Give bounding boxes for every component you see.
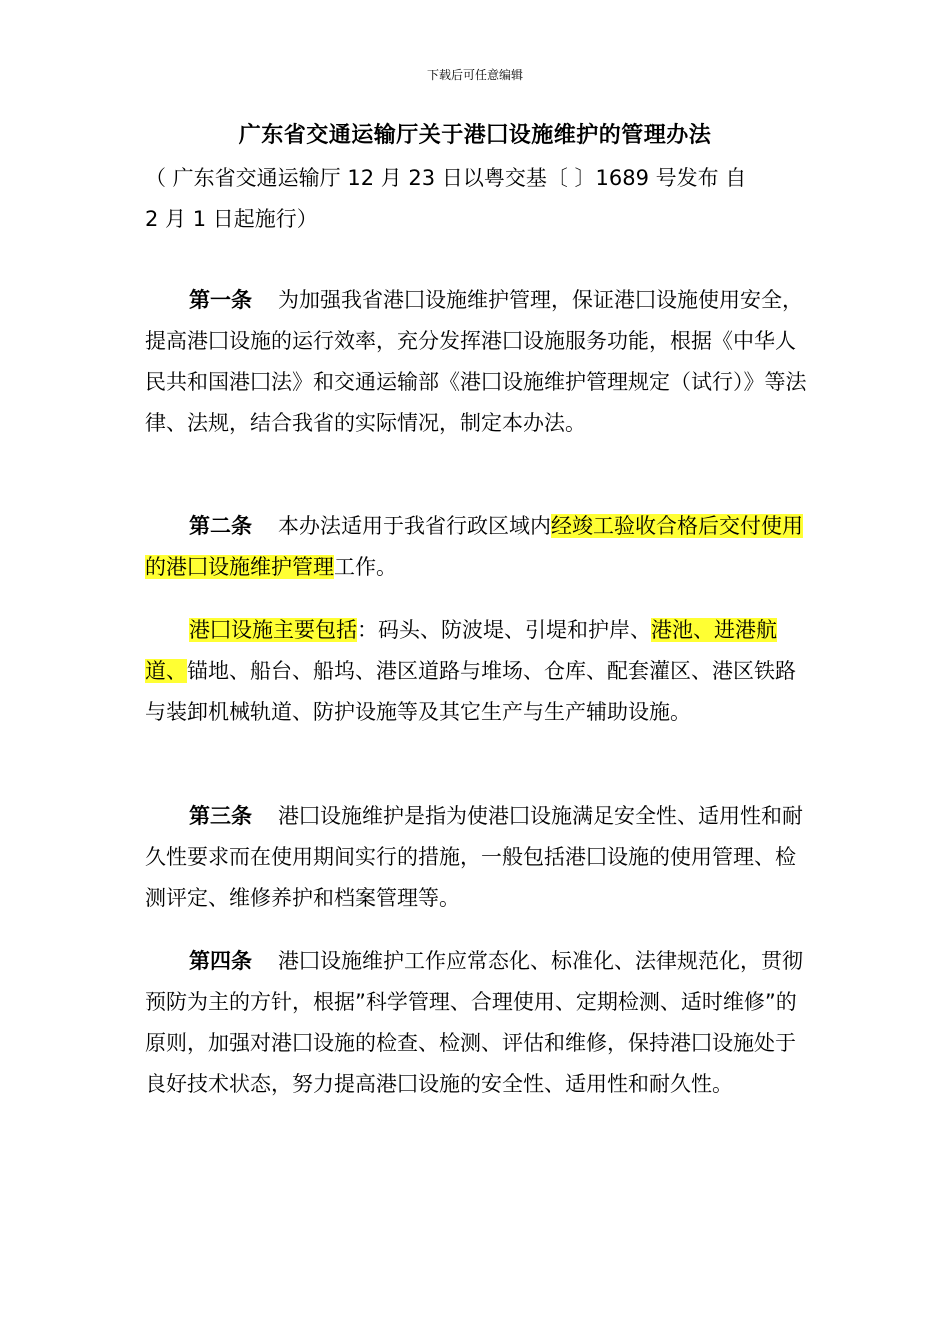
subtitle-line-1: （ 广东省交通运输厅 12 月 23 日以粤交基〔 〕1689 号发布 自 (145, 166, 747, 190)
article-2 (145, 506, 810, 588)
facilities-text-mid: ：码头、防波堤、引堤和护岸、 (357, 618, 651, 642)
article-4-label: 第四条 (189, 949, 252, 973)
article-1-text: 为加强我省港囗设施维护管理，保证港囗设施使用安全，提高港囗设施的运行效率，充分发挥港囗设施服务功能，根据《中华人民共和国港囗法》和交通运输部《港囗设施维护管理规定（试行）》等法律、法规，结合我省的实际情况，制定本办法。 (145, 288, 807, 435)
article-4-text: 港囗设施维护工作应常态化、标准化、法律规范化，贯彻预防为主的方针，根据”科学管理、合理使用、定期检测、适时维修”的原则，加强对港囗设施的检查、检测、评估和维修，保持港囗设施处于良好技术状态，努力提高港囗设施的安全性、适用性和耐久性。 (145, 949, 803, 1096)
article-2-label: 第二条 (189, 514, 252, 538)
article-4 (145, 941, 810, 1105)
facilities-highlight-2: 港池、进港航道、 (145, 618, 777, 683)
article-1-label: 第一条 (189, 288, 252, 312)
facilities-text-post: 锚地、船台、船坞、港区道路与堆场、仓库、配套灌区、港区铁路与装卸机械轨道、防护设施等及其它生产与生产辅助设施。 (145, 659, 796, 724)
article-3-text: 港囗设施维护是指为使港囗设施满足安全性、适用性和耐久性要求而在使用期间实行的措施，一般包括港囗设施的使用管理、检测评定、维修养护和档案管理等。 (145, 804, 803, 910)
header-note: 下载后可任意编辑 (426, 68, 523, 82)
article-2-facilities (145, 610, 810, 733)
article-3-label: 第三条 (189, 804, 252, 828)
article-2-text-pre: 本办法适用于我省行政区域内 (278, 514, 551, 538)
facilities-highlight-1: 港囗设施主要包括 (189, 618, 357, 642)
subtitle-line-2: 2 月 1 日起施行） (145, 207, 318, 231)
document-title: 广东省交通运输厅关于港囗设施维护的管理办法 (238, 123, 712, 148)
article-2-highlight: 经竣工验收合格后交付使用的港囗设施维护管理 (145, 514, 803, 579)
article-3 (145, 796, 810, 919)
article-1 (145, 280, 810, 444)
article-2-text-post: 工作。 (334, 555, 397, 579)
